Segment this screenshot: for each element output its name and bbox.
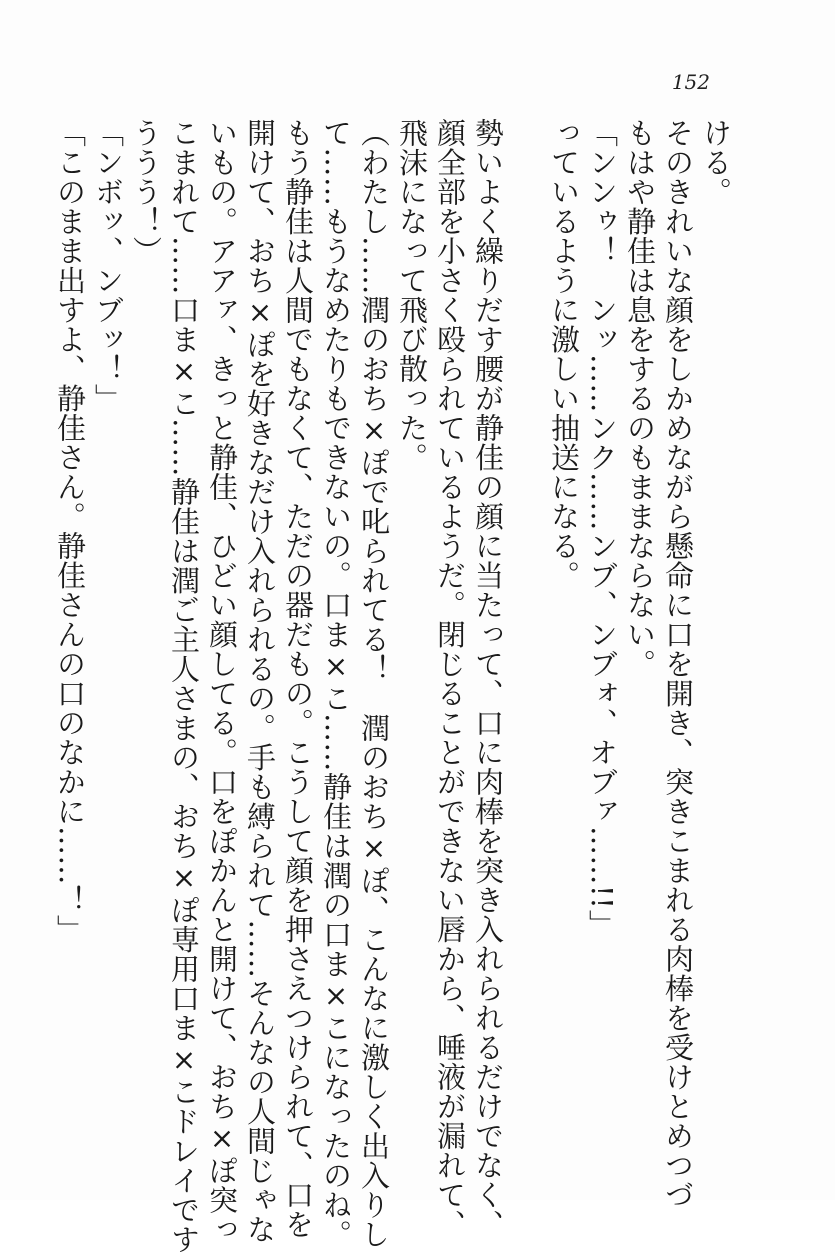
text-line: っているように激しい抽送になる。 — [547, 118, 581, 590]
text-line: いもの。アアァ、きっと静佳、ひどい顔してる。口をぽかんと開けて、おち×ぽ突っ — [205, 118, 239, 1244]
text-line: 勢いよく繰りだす腰が静佳の顔に当たって、口に肉棒を突き入れられるだけでなく、 — [471, 118, 505, 1239]
text-line: 「ンボッ、ンブッ！」 — [91, 118, 125, 413]
text-line-blank — [507, 118, 545, 1118]
text-line: 開けて、おち×ぽを好きなだけ入れられるの。手も縛られて……そんなの人間じゃな — [243, 118, 277, 1244]
text-line: （わたし……潤のおち×ぽで叱られてる！ 潤のおち×ぽ、こんなに激しく出入りし — [357, 118, 391, 1249]
text-line: 「ンンゥ！ ンッ……ンク……ンブ、ンブォ、オブァ……!!」 — [585, 118, 619, 939]
text-line: こまれて……口ま×こ……静佳は潤ご主人さまの、おち×ぽ専用口ま×こドレイです — [167, 118, 201, 1254]
text-line: 飛沫になって飛び散った。 — [395, 118, 429, 472]
text-line: そのきれいな顔をしかめながら懸命に口を開き、突きこまれる肉棒を受けとめつづ — [661, 118, 695, 1210]
text-line: ける。 — [699, 118, 733, 207]
page-number: 152 — [671, 70, 710, 94]
text-line: もう静佳は人間でもなくて、ただの器だもの。こうして顔を押さえつけられて、口を — [281, 118, 315, 1239]
text-line: 「このまま出すよ、静佳さん。静佳さんの口のなかに……！」 — [53, 118, 87, 944]
text-line: ううう！） — [129, 118, 163, 266]
body-text — [53, 118, 735, 1254]
text-line: て……もうなめたりもできないの。口ま×こ……静佳は潤の口ま×こになったのね。 — [319, 118, 353, 1249]
text-line: 顔全部を小さく殴られているようだ。閉じることができない唇から、唾液が漏れて、 — [433, 118, 467, 1239]
text-line: もはや静佳は息をするのもままならない。 — [623, 118, 657, 679]
